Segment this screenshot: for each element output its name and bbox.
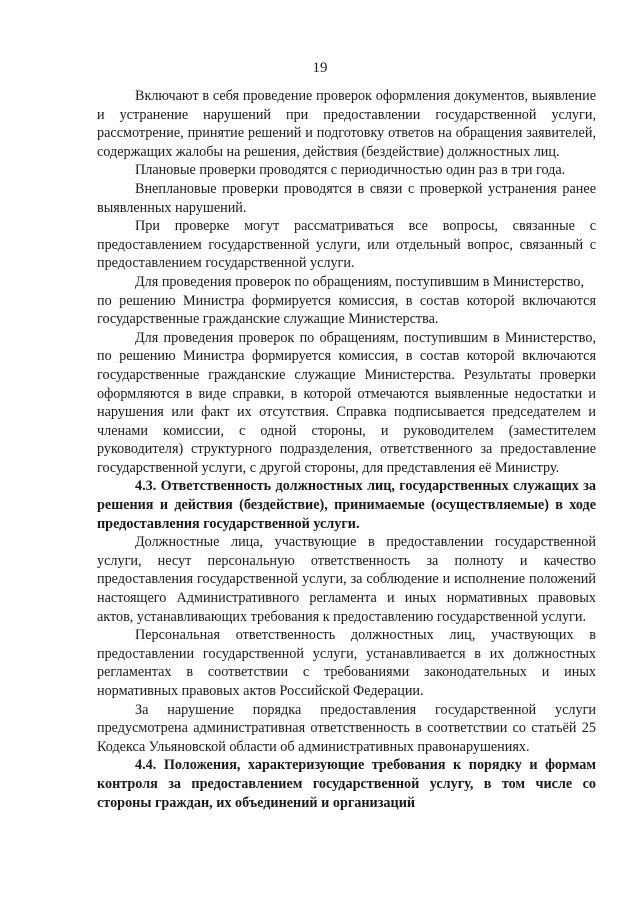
document-body xyxy=(97,87,596,812)
paragraph-unplanned-checks: Внеплановые проверки проводятся в связи с проверкой устранения ранее выявленных нарушений. xyxy=(97,180,596,216)
paragraph-job-regulations: Персональная ответственность должностных лиц, участвующих в предоставлении государственной услуги, устанавливается в их должностных регламентах в соответствии с требованиями законодательных и иных нормативных правовых актов Российской Федерации. xyxy=(97,627,596,699)
paragraph-scope: Включают в себя проведение проверок оформления документов, выявление и устранение нарушений при предоставлении государственной услуги, рассмотрение, принятие решений и подготовку ответов на обращения заявителей, содержащих жалобы на решения, действия (бездействие) должностных лиц. xyxy=(97,88,596,160)
paragraph-check-questions: При проверке могут рассматриваться все вопросы, связанные с предоставлением государственной услуги, или отдельный вопрос, связанный с предоставлением государственной услуги. xyxy=(97,218,596,272)
paragraph-appeals-checks-start: Для проведения проверок по обращениям, поступившим в Министерство, xyxy=(135,273,585,290)
section-heading-4-3: 4.3. Ответственность должностных лиц, государственных служащих за решения и действия (бездействие), принимаемые (осуществляемые) в ходе предоставления государственной услуги. xyxy=(97,478,596,532)
paragraph-check-results: Для проведения проверок по обращениям, поступившим в Министерство, по решению Министра формируется комиссия, в состав которой включаются государственные гражданские служащие Министерства. Результаты проверки оформляются в виде справки, в которой отмечаются выявленные недостатки и нарушения или факт их отсутствия. Справка подписывается председателем и членами комиссии, с одной стороны, и руководителем (заместителем руководителя) структурного подразделения, ответственного за предоставление государственной услуги, с другой стороны, для представления её Министру. xyxy=(97,329,596,476)
paragraph-commission: по решению Министра формируется комиссия, в состав которой включаются государственные гражданские служащие Министерства. xyxy=(97,292,596,328)
page-number: 19 xyxy=(312,60,328,76)
paragraph-planned-checks: Плановые проверки проводятся с периодичностью один раз в три года. xyxy=(135,162,566,179)
section-heading-4-4: 4.4. Положения, характеризующие требования к порядку и формам контроля за предоставлением государственной услугу, в том числе со стороны граждан, их объединений и организаций xyxy=(97,757,596,811)
paragraph-administrative-liability: За нарушение порядка предоставления государственной услуги предусмотрена административная ответственность в соответствии со статьёй 25 Кодекса Ульяновской области об административных правонарушениях. xyxy=(97,701,596,755)
paragraph-personal-responsibility: Должностные лица, участвующие в предоставлении государственной услуги, несут персональную ответственность за полноту и качество предоставления государственной услуги, за соблюдение и исполнение положений настоящего Административного регламента и иных нормативных правовых актов, устанавливающих требования к предоставлению государственной услуги. xyxy=(97,534,596,625)
